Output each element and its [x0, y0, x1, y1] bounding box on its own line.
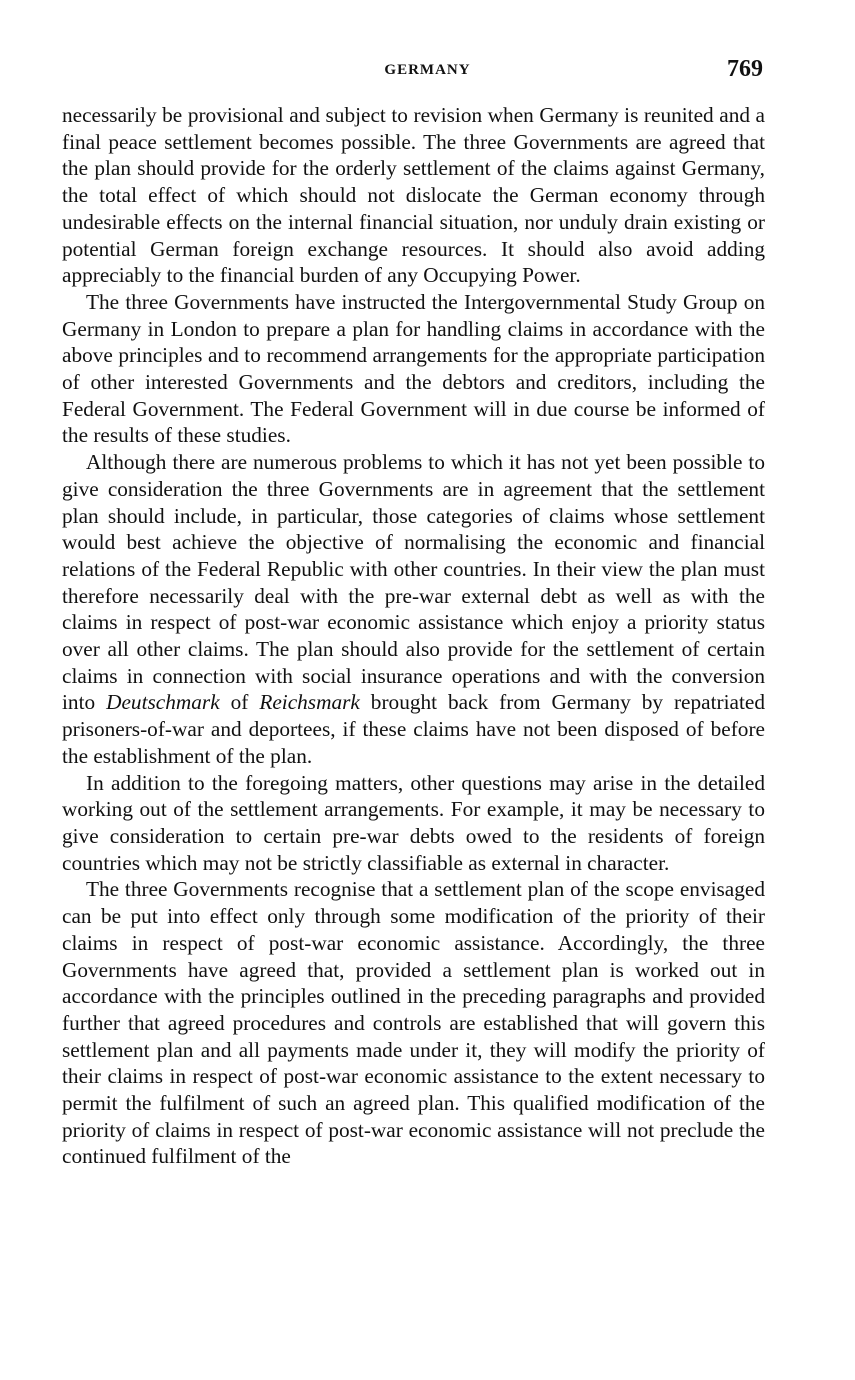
running-title: GERMANY: [384, 62, 471, 78]
text-run: brought back from Germany by repatriated prisoners-of-war and deportees, if these claims have not been disposed of before the establishment of the plan.: [62, 690, 766, 768]
paragraph: [62, 876, 765, 1170]
paragraph: [62, 102, 765, 289]
running-head: [0, 58, 855, 88]
page-number: 769: [727, 56, 763, 82]
text-run: The three Governments recognise that a settlement plan of the scope envisaged can be put into effect only through some modification of the priority of their claims in respect of post-war economic assistance. Accordingly, the three Governments have agreed that, provided a settlement plan is worked out in accordance with the principles outlined in the preceding paragraphs and provided further that agreed procedures and controls are established that will govern this settlement plan and all payments made under it, they will modify the priority of their claims in respect of post-war economic assistance to the extent necessary to permit the fulfilment of such an agreed plan. This qualified modification of the priority of claims in respect of post-war economic assistance will not preclude the continued fulfilment of the: [62, 877, 765, 1169]
body-text: [62, 102, 765, 1170]
text-run: Although there are numerous problems to which it has not yet been possible to give consideration the three Governments are in agreement that the settlement plan should include, in particular, those categories of claims whose settlement would best achieve the objective of normalising the economic and financial relations of the Federal Republic with other countries. In their view the plan must therefore necessarily deal with the pre-war external debt as well as with the claims in respect of post-war economic assistance which enjoy a priority status over all other claims. The plan should also provide for the settlement of certain claims in connection with social insurance operations and with the conversion into: [62, 450, 765, 715]
paragraph: [62, 770, 765, 877]
paragraph: [62, 449, 765, 769]
italic-term: Reichsmark: [259, 690, 360, 715]
text-run: of: [219, 690, 260, 715]
italic-term: Deutschmark: [106, 690, 220, 715]
text-run: necessarily be provisional and subject to revision when Germany is reunited and a final peace settlement becomes possible. The three Governments are agreed that the plan should provide for the orderly settlement of the claims against Germany, the total effect of which should not dislocate the German economy through undesirable effects on the internal financial situation, nor unduly drain existing or potential German foreign exchange resources. It should also avoid adding appreciably to the financial burden of any Occupying Power.: [62, 103, 765, 288]
paragraph: [62, 289, 765, 449]
text-run: In addition to the foregoing matters, other questions may arise in the detailed working out of the settlement arrangements. For example, it may be necessary to give consideration to certain pre-war debts owed to the residents of foreign countries which may not be strictly classifiable as external in character.: [62, 770, 765, 875]
text-run: The three Governments have instructed the Intergovernmental Study Group on Germany in London to prepare a plan for handling claims in accordance with the above principles and to recommend arrangements for the appropriate participation of other interested Governments and the debtors and creditors, including the Federal Government. The Federal Government will in due course be informed of the results of these studies.: [62, 289, 765, 448]
